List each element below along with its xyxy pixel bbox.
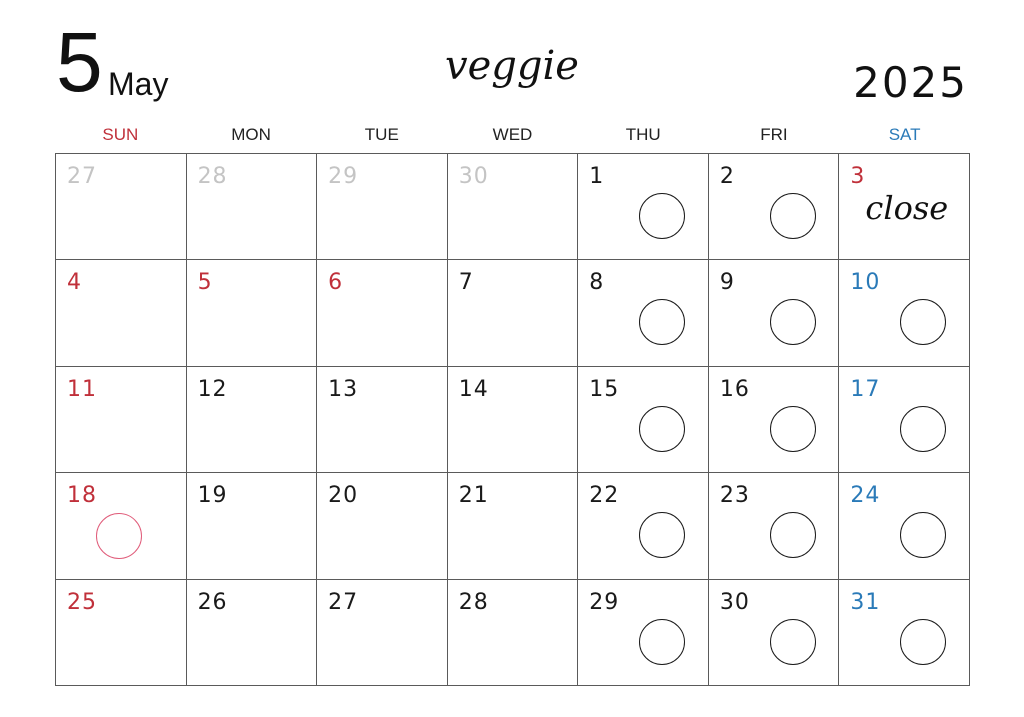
day-cell[interactable] — [709, 580, 840, 686]
day-number: 21 — [458, 483, 489, 509]
day-cell[interactable] — [839, 367, 970, 473]
day-number: 6 — [328, 270, 344, 296]
weekday-mon: MON — [231, 125, 271, 144]
day-number: 27 — [328, 589, 359, 615]
day-number: 31 — [850, 589, 881, 615]
day-number: 17 — [850, 376, 881, 402]
day-number: 27 — [67, 164, 97, 189]
day-cell[interactable] — [578, 580, 709, 686]
day-cell[interactable] — [317, 154, 448, 260]
day-number: 29 — [328, 164, 359, 189]
day-number: 20 — [328, 483, 359, 509]
day-number: 16 — [719, 376, 750, 402]
day-number: 12 — [197, 376, 228, 402]
day-number: 13 — [328, 376, 359, 402]
day-cell[interactable] — [448, 367, 579, 473]
circle-mark-icon — [900, 512, 946, 558]
day-number: 8 — [589, 270, 605, 296]
day-cell[interactable] — [56, 580, 187, 686]
day-number: 28 — [197, 164, 228, 189]
closed-note: close — [865, 189, 949, 227]
pink-circle-icon — [96, 513, 142, 559]
day-number: 2 — [719, 164, 735, 189]
day-cell[interactable] — [448, 580, 579, 686]
day-cell[interactable] — [839, 580, 970, 686]
day-number: 30 — [458, 164, 489, 189]
day-number: 22 — [589, 483, 620, 509]
day-cell[interactable] — [56, 260, 187, 366]
day-cell[interactable] — [709, 367, 840, 473]
day-cell[interactable] — [578, 473, 709, 579]
day-cell[interactable] — [839, 473, 970, 579]
day-cell[interactable] — [578, 154, 709, 260]
day-cell[interactable] — [448, 260, 579, 366]
circle-mark-icon — [900, 406, 946, 452]
day-cell[interactable] — [709, 260, 840, 366]
day-number: 3 — [850, 164, 866, 189]
day-number: 1 — [589, 164, 605, 189]
circle-mark-icon — [900, 299, 946, 345]
circle-mark-icon — [639, 619, 685, 665]
day-cell[interactable] — [839, 154, 970, 260]
day-cell[interactable] — [187, 580, 318, 686]
circle-mark-icon — [770, 512, 816, 558]
circle-mark-icon — [900, 619, 946, 665]
day-cell[interactable] — [578, 367, 709, 473]
day-number: 28 — [458, 589, 489, 615]
day-cell[interactable] — [709, 473, 840, 579]
day-cell[interactable] — [187, 473, 318, 579]
year: 2025 — [853, 58, 968, 107]
circle-mark-icon — [639, 299, 685, 345]
day-cell[interactable] — [187, 367, 318, 473]
day-cell[interactable] — [448, 473, 579, 579]
day-cell[interactable] — [56, 367, 187, 473]
day-number: 25 — [67, 589, 97, 615]
weekday-thu: THU — [625, 125, 661, 144]
circle-mark-icon — [770, 619, 816, 665]
day-cell[interactable] — [317, 367, 448, 473]
circle-mark-icon — [639, 193, 685, 239]
day-cell[interactable] — [187, 260, 318, 366]
calendar-grid — [55, 153, 970, 686]
day-number: 26 — [197, 589, 228, 615]
day-number: 7 — [458, 270, 474, 296]
circle-mark-icon — [770, 299, 816, 345]
day-cell[interactable] — [578, 260, 709, 366]
month-name: May — [108, 66, 169, 102]
day-number: 14 — [458, 376, 489, 402]
weekday-sat: SAT — [888, 125, 921, 144]
day-number: 5 — [197, 270, 213, 296]
day-cell[interactable] — [56, 473, 187, 579]
weekday-sun: SUN — [102, 125, 139, 144]
day-number: 15 — [589, 376, 620, 402]
day-cell[interactable] — [839, 260, 970, 366]
day-cell[interactable] — [709, 154, 840, 260]
day-cell[interactable] — [56, 154, 187, 260]
circle-mark-icon — [770, 193, 816, 239]
calendar-title: veggie — [445, 43, 579, 89]
day-number: 9 — [719, 270, 735, 296]
circle-mark-icon — [639, 512, 685, 558]
weekday-wed: WED — [492, 125, 533, 144]
month-number: 5 — [56, 15, 101, 109]
circle-mark-icon — [770, 406, 816, 452]
day-cell[interactable] — [187, 154, 318, 260]
day-number: 30 — [719, 589, 750, 615]
day-cell[interactable] — [317, 473, 448, 579]
day-number: 29 — [589, 589, 620, 615]
weekday-header-row — [55, 123, 970, 147]
day-cell[interactable] — [317, 260, 448, 366]
weekday-tue: TUE — [364, 125, 399, 144]
day-number: 18 — [67, 483, 97, 509]
weekday-fri: FRI — [760, 125, 788, 144]
day-number: 11 — [67, 376, 97, 402]
day-number: 23 — [719, 483, 750, 509]
circle-mark-icon — [639, 406, 685, 452]
day-cell[interactable] — [448, 154, 579, 260]
day-number: 19 — [197, 483, 228, 509]
day-number: 10 — [850, 270, 881, 296]
day-number: 4 — [67, 270, 82, 296]
day-cell[interactable] — [317, 580, 448, 686]
day-number: 24 — [850, 483, 881, 509]
